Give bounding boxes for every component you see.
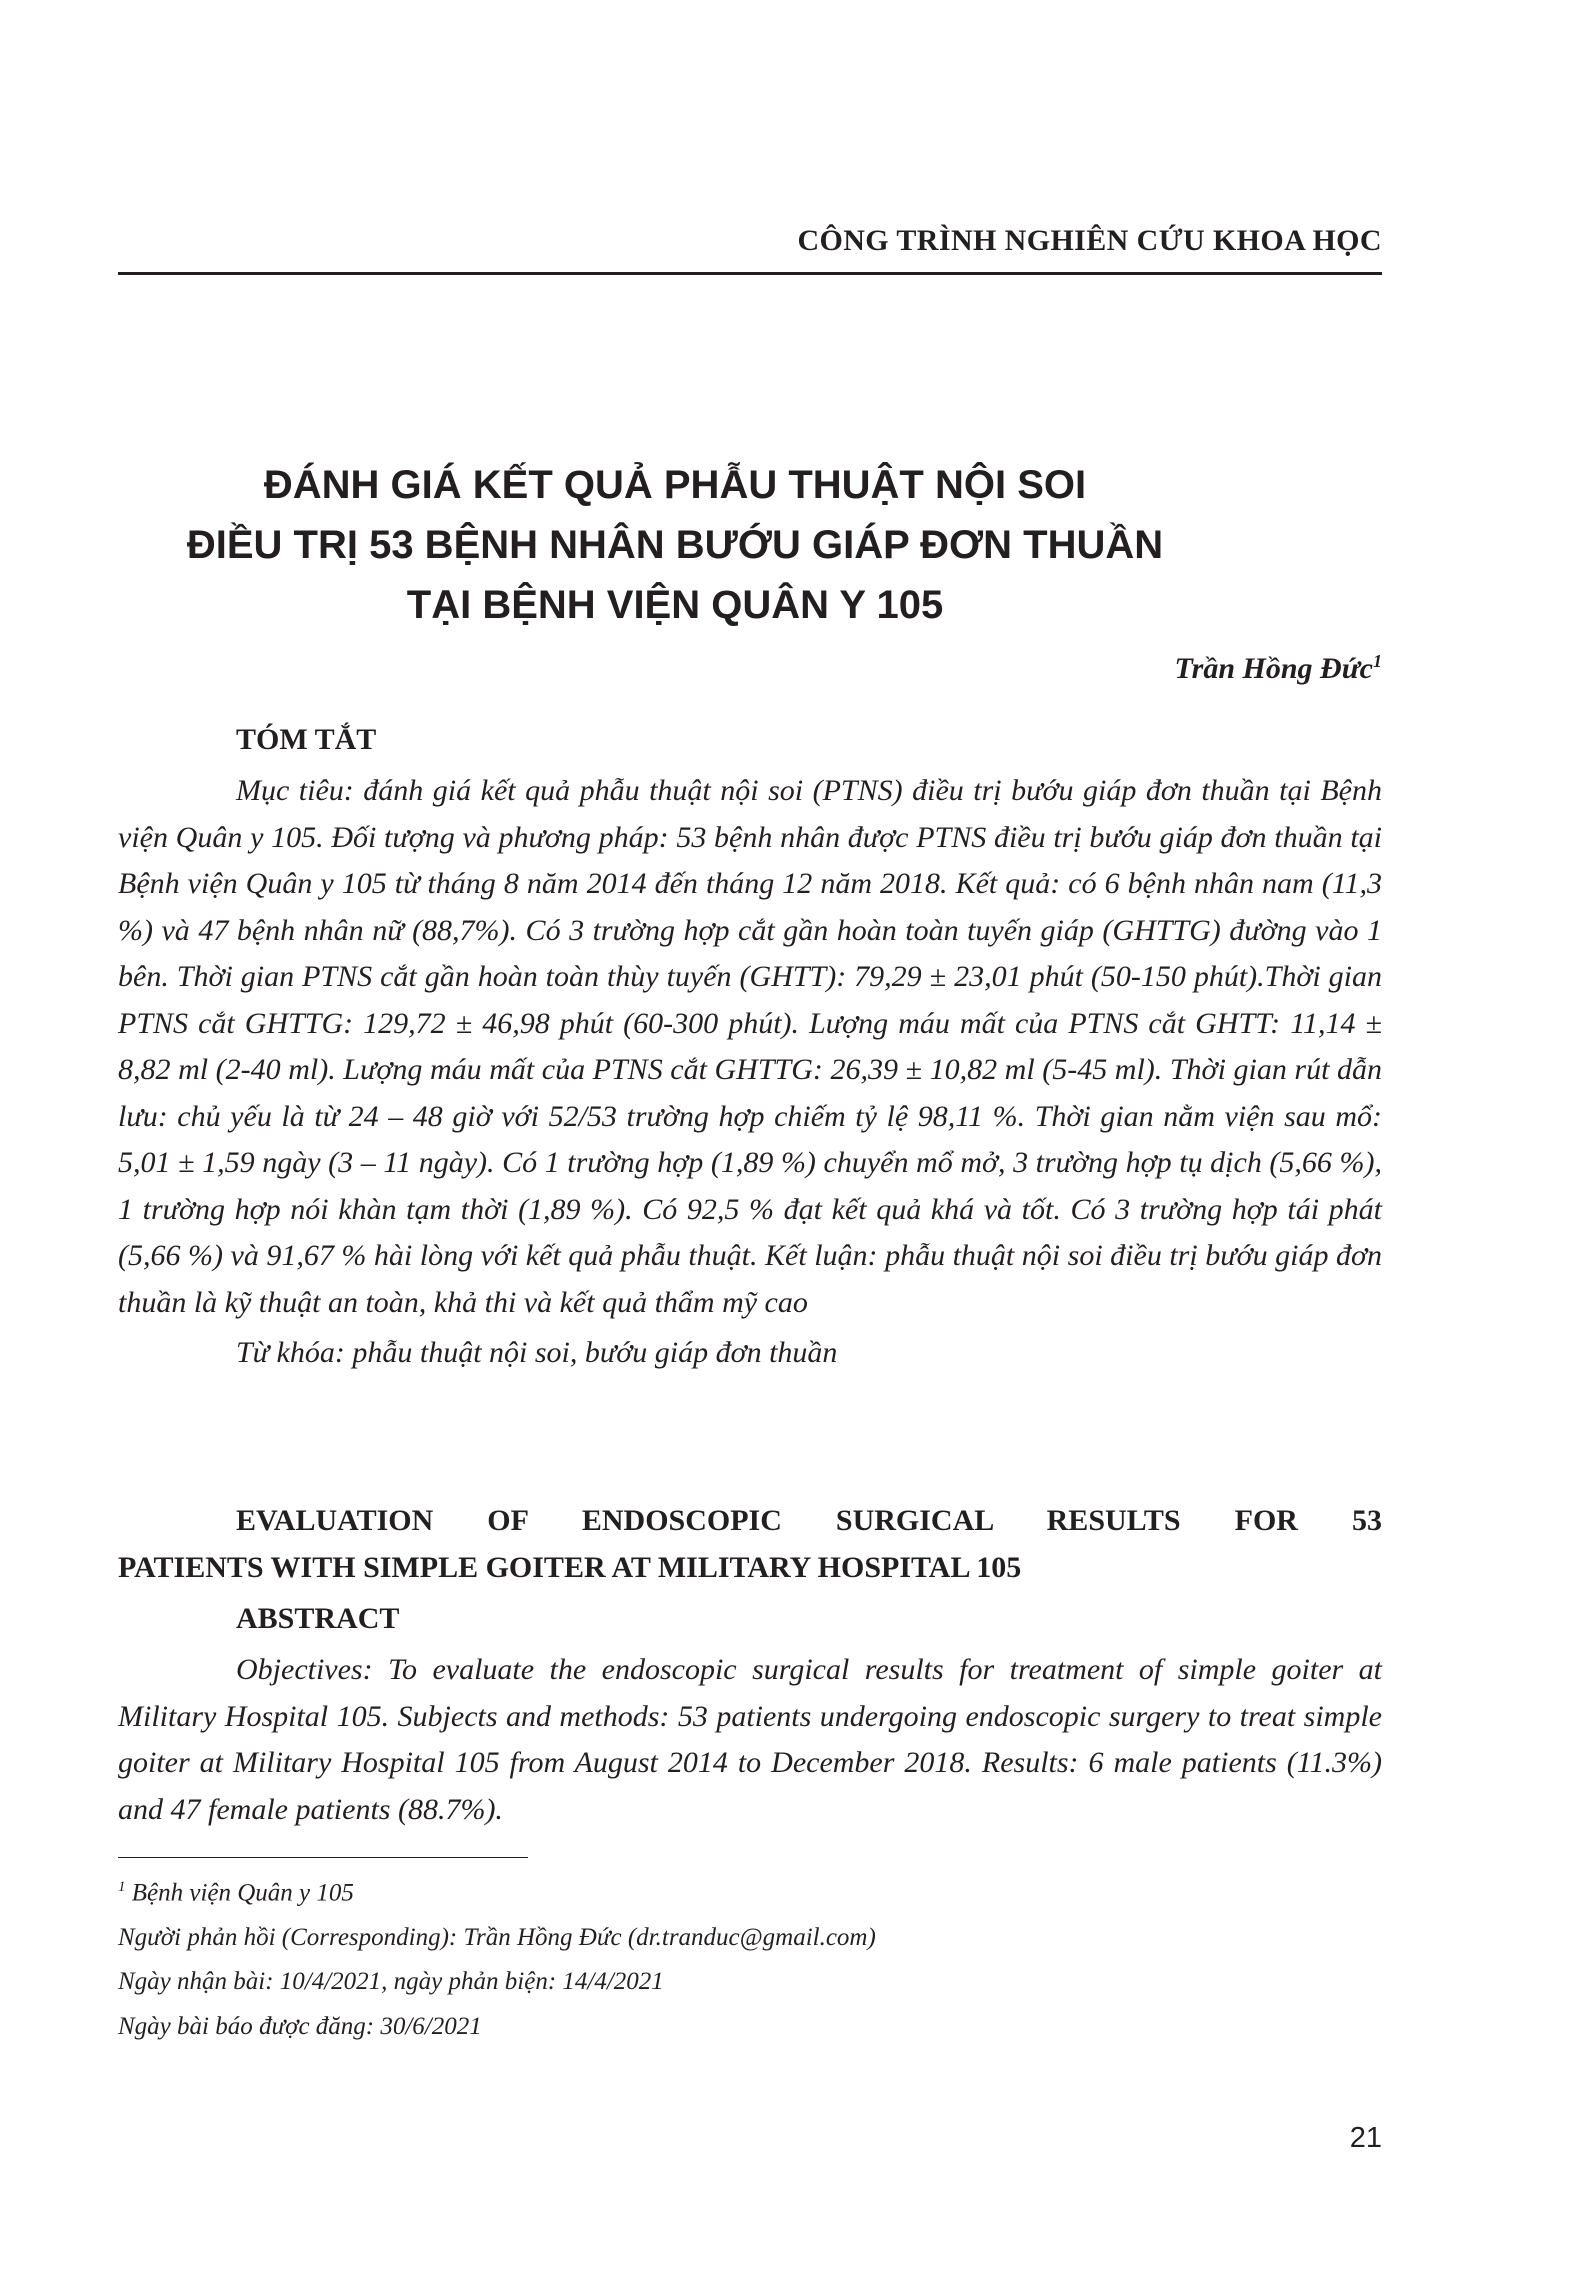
footnote-divider [118, 1857, 528, 1858]
footnote-corresponding: Người phản hồi (Corresponding): Trần Hồng Đức (dr.tranduc@gmail.com) [118, 1923, 876, 1951]
summary-body: Mục tiêu: đánh giá kết quả phẫu thuật nội soi (PTNS) điều trị bướu giáp đơn thuần tại Bệnh viện Quân y 105. Đối tượng và phương pháp: 53 bệnh nhân được PTNS điều trị bướu giáp đơn thuần tại Bệnh viện Quân y 105 từ tháng 8 năm 2014 đến tháng 12 năm 2018. Kết quả: có 6 bệnh nhân nam (11,3 %) và 47 bệnh nhân nữ (88,7%). Có 3 trường hợp cắt gần hoàn toàn tuyến giáp (GHTTG) đường vào 1 bên. Thời gian PTNS cắt gần hoàn toàn thùy tuyến (GHTT): 79,29 ± 23,01 phút (50-150 phút).Thời gian PTNS cắt GHTTG: 129,72 ± 46,98 phút (60-300 phút). Lượng máu mất của PTNS cắt GHTT: 11,14 ± 8,82 ml (2-40 ml). Lượng máu mất của PTNS cắt GHTTG: 26,39 ± 10,82 ml (5-45 ml). Thời gian rút dẫn lưu: chủ yếu là từ 24 – 48 giờ với 52/53 trường hợp chiếm tỷ lệ 98,11 %. Thời gian nằm viện sau mổ: 5,01 ± 1,59 ngày (3 – 11 ngày). Có 1 trường hợp (1,89 %) chuyển mổ mở, 3 trường hợp tụ dịch (5,66 %), 1 trường hợp nói khàn tạm thời (1,89 %). Có 92,5 % đạt kết quả khá và tốt. Có 3 trường hợp tái phát (5,66 %) và 91,67 % hài lòng với kết quả phẫu thuật. Kết luận: phẫu thuật nội soi điều trị bướu giáp đơn thuần là kỹ thuật an toàn, khả thi và kết quả thẩm mỹ cao [118, 774, 1382, 1319]
footnotes [118, 1865, 1382, 2049]
vietnamese-summary-section [118, 716, 1382, 1377]
title-line-3: TẠI BỆNH VIỆN QUÂN Y 105 [406, 583, 944, 627]
footnote-published: Ngày bài báo được đăng: 30/6/2021 [118, 2012, 482, 2040]
title-line-1: ĐÁNH GIÁ KẾT QUẢ PHẪU THUẬT NỘI SOI [263, 463, 1087, 507]
title-line-2: ĐIỀU TRỊ 53 BỆNH NHÂN BƯỚU GIÁP ĐƠN THUẦN [186, 523, 1164, 567]
keywords: Từ khóa: phẫu thuật nội soi, bướu giáp đơn thuần [236, 1336, 838, 1369]
author-name: Trần Hồng Đức [1174, 652, 1373, 685]
abstract-body: Objectives: To evaluate the endoscopic surgical results for treatment of simple goiter at Military Hospital 105. Subjects and methods: 53 patients undergoing endoscopic surgery to treat simple goiter at Military Hospital 105 from August 2014 to December 2018. Results: 6 male patients (11.3%) and 47 female patients (88.7%). [118, 1653, 1382, 1826]
author-byline [1174, 651, 1382, 686]
header-divider [118, 272, 1382, 275]
page-number: 21 [1349, 2122, 1382, 2154]
english-title-line-1: EVALUATION OF ENDOSCOPIC SURGICAL RESULTS FOR 53 [236, 1504, 1382, 1537]
running-head: CÔNG TRÌNH NGHIÊN CỨU KHOA HỌC [797, 224, 1382, 257]
english-title-line-2: PATIENTS WITH SIMPLE GOITER AT MILITARY HOSPITAL 105 [118, 1551, 1022, 1584]
footnote-affiliation: $^1$ Bệnh viện Quân y 105 [118, 1879, 354, 1907]
article-title [118, 455, 1382, 635]
english-title [118, 1497, 1382, 1591]
footnote-received: Ngày nhận bài: 10/4/2021, ngày phản biện: 14/4/2021 [118, 1968, 664, 1996]
abstract-heading: ABSTRACT [236, 1602, 400, 1635]
english-abstract-section [118, 1595, 1382, 1833]
author-affiliation-mark: 1 [1373, 651, 1382, 671]
footnote-mark: 1 [118, 1879, 126, 1895]
summary-heading: TÓM TẮT [236, 723, 377, 756]
